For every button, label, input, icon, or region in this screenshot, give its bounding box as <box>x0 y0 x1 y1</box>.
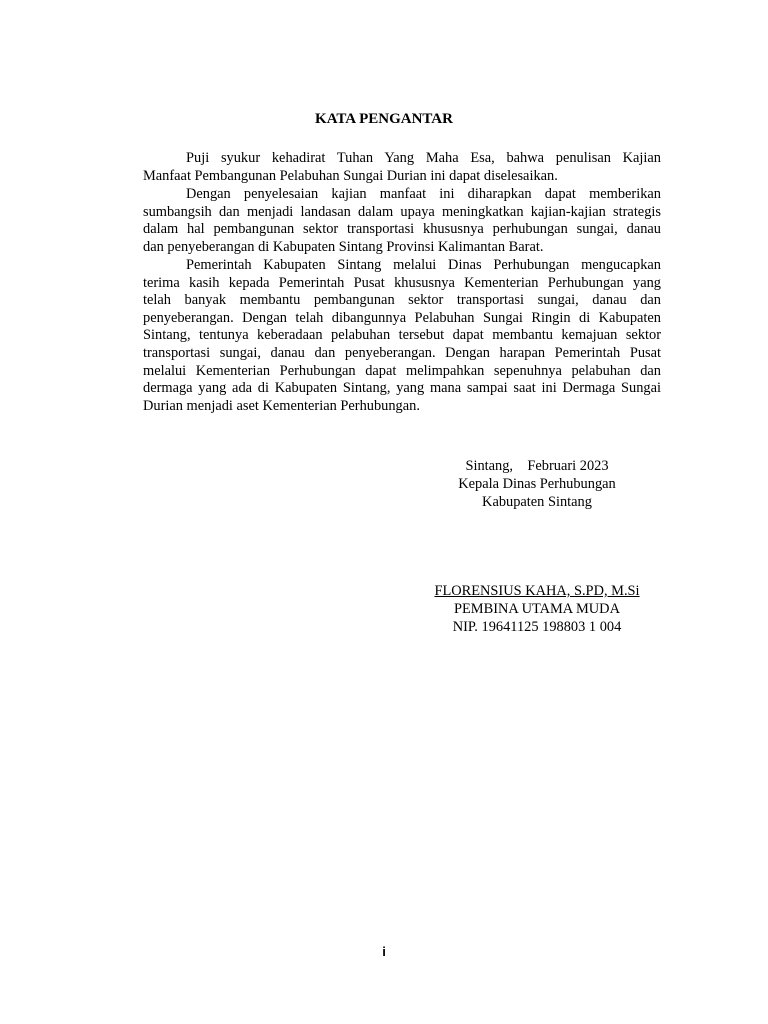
paragraph-2 <box>143 186 661 256</box>
page-number: i <box>382 944 386 959</box>
paragraph-3 <box>143 257 661 415</box>
paragraph-line: Sintang, tentunya keberadaan pelabuhan tersebut dapat membantu kemajuan sektor <box>143 327 661 344</box>
signature-position: Kepala Dinas Perhubungan <box>458 476 616 492</box>
signatory-nip: NIP. 19641125 198803 1 004 <box>452 619 622 635</box>
paragraph-line: terima kasih kepada Pemerintah Pusat khususnya Kementerian Perhubungan yang <box>143 274 661 291</box>
signatory-name: FLORENSIUS KAHA, S.PD, M.Si <box>434 583 640 599</box>
paragraph-line: Pemerintah Kabupaten Sintang melalui Dinas Perhubungan mengucapkan <box>186 257 661 273</box>
paragraph-line: transportasi sungai, danau dan penyeberangan. Dengan harapan Pemerintah Pusat <box>143 344 661 361</box>
paragraph-line: telah banyak membantu pembangunan sektor transportasi sungai, danau dan <box>143 292 661 309</box>
paragraph-line: penyeberangan. Dengan telah dibangunnya Pelabuhan Sungai Ringin di Kabupaten <box>143 309 661 326</box>
paragraph-line: Dengan penyelesaian kajian manfaat ini diharapkan dapat memberikan <box>186 186 661 202</box>
signature-office: Kabupaten Sintang <box>482 494 592 510</box>
paragraph-line: Puji syukur kehadirat Tuhan Yang Maha Esa, bahwa penulisan Kajian <box>186 150 661 166</box>
signature-place-date: Sintang, Februari 2023 <box>465 458 609 474</box>
signature-header <box>424 457 650 511</box>
paragraph-line: melalui Kementerian Perhubungan dapat melimpahkan sepenuhnya pelabuhan dan <box>143 362 661 379</box>
signatory-rank: PEMBINA UTAMA MUDA <box>454 601 620 617</box>
paragraph-line: sumbangsih dan menjadi landasan dalam upaya meningkatkan kajian-kajian strategis <box>143 203 661 220</box>
paragraph-line: dermaga yang ada di Kabupaten Sintang, yang mana sampai saat ini Dermaga Sungai <box>143 380 661 397</box>
paragraph-line: dan penyeberangan di Kabupaten Sintang Provinsi Kalimantan Barat. <box>143 238 544 255</box>
document-title: KATA PENGANTAR <box>315 111 453 127</box>
paragraph-line: Durian menjadi aset Kementerian Perhubungan. <box>143 397 420 414</box>
paragraph-line: Manfaat Pembangunan Pelabuhan Sungai Durian ini dapat diselesaikan. <box>143 167 558 184</box>
signature-footer <box>424 582 650 636</box>
paragraph-line: dalam hal pembangunan sektor transportasi khususnya perhubungan sungai, danau <box>143 221 661 238</box>
paragraph-1 <box>143 150 661 185</box>
